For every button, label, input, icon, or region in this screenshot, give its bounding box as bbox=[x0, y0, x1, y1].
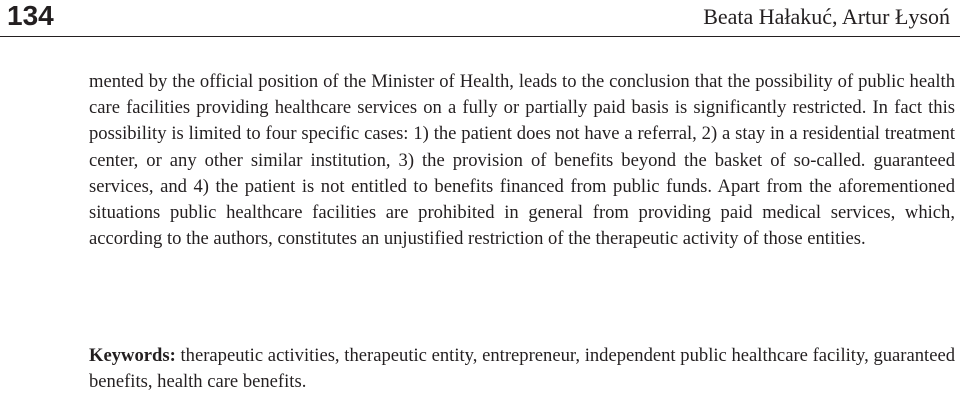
running-header bbox=[0, 0, 960, 37]
running-head-authors: Beata Hałakuć, Artur Łysoń bbox=[703, 4, 950, 29]
page-number: 134 bbox=[7, 0, 54, 31]
keywords-label: Keywords: bbox=[89, 345, 176, 366]
abstract-paragraph: mented by the official position of the Minister of Health, leads to the conclusion that the possibility of public health care facilities providing healthcare services on a fully or partially paid basis is significantly restricted. In fact this possibility is limited to four specific cases: 1) the patient does not have a referral, 2) a stay in a residential treatment center, or any other similar institution, 3) the provision of benefits beyond the basket of so-called. guaranteed services, and 4) the patient is not entitled to benefits financed from public funds. Apart from the aforementioned situations public healthcare facilities are prohibited in general from providing paid medical services, which, according to the authors, constitutes an unjustified restriction of the therapeutic activity of those entities. bbox=[89, 71, 955, 250]
keywords-paragraph bbox=[89, 343, 955, 395]
keywords-list: therapeutic activities, therapeutic entity, entrepreneur, independent public healthcare facility, guaranteed benefits, health care benefits. bbox=[89, 345, 955, 393]
